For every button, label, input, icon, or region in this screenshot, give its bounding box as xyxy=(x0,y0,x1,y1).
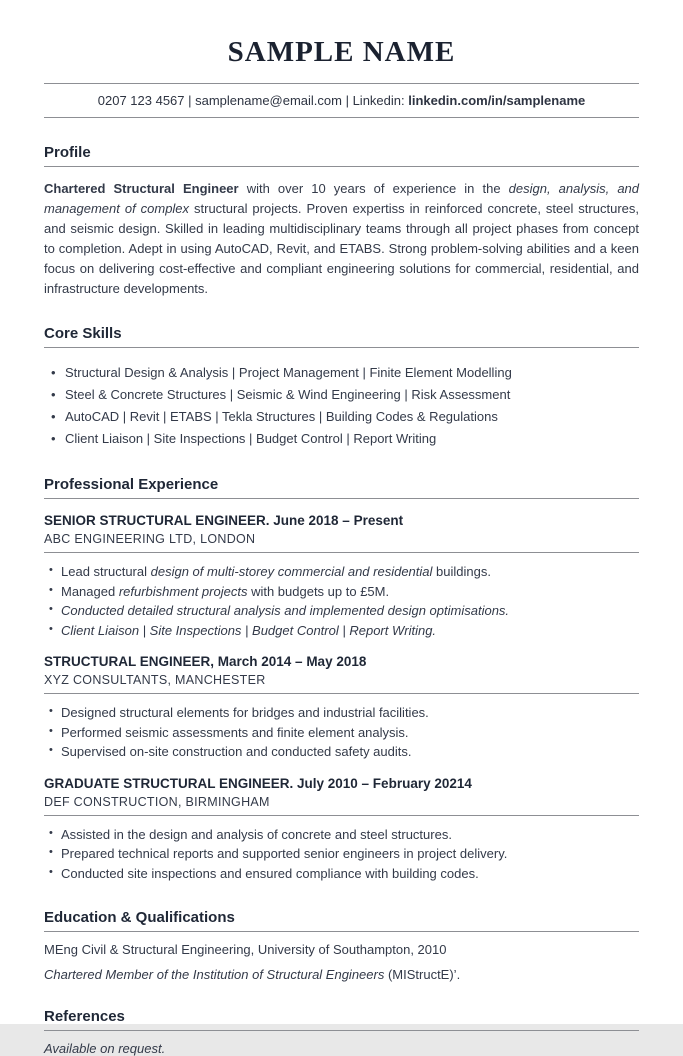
text-run: refurbishment projects xyxy=(118,583,248,599)
text-run: Available on request. xyxy=(44,1041,166,1056)
text-run: Conducted site inspections and ensured compliance with building codes. xyxy=(61,865,479,881)
job-entry-senior-structural-engineer xyxy=(44,513,639,640)
job-company: DEF CONSTRUCTION, BIRMINGHAM xyxy=(44,794,270,809)
section-experience xyxy=(44,476,639,883)
profile-paragraph xyxy=(44,179,639,299)
core-skills-heading: Core Skills xyxy=(44,325,122,342)
section-references xyxy=(44,1008,639,1056)
experience-heading: Professional Experience xyxy=(44,476,219,493)
references-heading: References xyxy=(44,1008,125,1025)
job-bullet xyxy=(44,864,639,884)
skill-item xyxy=(44,362,639,384)
job-bullet xyxy=(44,582,639,602)
text-run: Prepared technical reports and supported senior engineers in project delivery. xyxy=(61,846,508,861)
job-bullet-list xyxy=(44,825,639,884)
skill-text: Client Liaison | Site Inspections | Budget Control | Report Writing xyxy=(65,431,437,446)
job-bullet xyxy=(44,601,639,621)
job-bullet xyxy=(44,723,639,743)
job-bullet xyxy=(44,825,639,845)
contact-text: 0207 123 4567 | samplename@email.com | Linkedin: xyxy=(97,93,409,108)
job-company: ABC ENGINEERING LTD, LONDON xyxy=(44,532,256,546)
references-divider xyxy=(44,1030,639,1031)
text-run: Managed xyxy=(61,583,119,599)
text-run: Supervised on-site construction and conducted safety audits. xyxy=(61,744,412,759)
core-skills-list xyxy=(44,362,639,450)
job-company: XYZ CONSULTANTS, MANCHESTER xyxy=(44,673,266,687)
job-title: SENIOR STRUCTURAL ENGINEER. June 2018 – Present xyxy=(44,513,404,528)
job-bullet xyxy=(44,844,639,864)
text-run: Designed structural elements for bridges and industrial facilities. xyxy=(61,705,429,720)
skill-item xyxy=(44,406,639,428)
skill-text: Steel & Concrete Structures | Seismic & Wind Engineering | Risk Assessment xyxy=(65,387,511,402)
text-run: buildings. xyxy=(432,564,491,579)
job-bullet-list xyxy=(44,562,639,640)
text-run: Performed seismic assessments and finite element analysis. xyxy=(61,724,409,740)
section-core-skills xyxy=(44,325,639,450)
section-profile xyxy=(44,144,639,299)
skill-text: AutoCAD | Revit | ETABS | Tekla Structures | Building Codes & Regulations xyxy=(65,409,498,424)
job-divider xyxy=(44,815,639,816)
header-divider-top xyxy=(44,83,639,84)
contact-line xyxy=(44,93,639,108)
linkedin-url: linkedin.com/in/samplename xyxy=(408,93,586,108)
text-run: Chartered Structural Engineer xyxy=(44,181,239,196)
education-membership xyxy=(44,967,639,982)
profile-divider xyxy=(44,166,639,167)
text-run: with budgets up to £5M. xyxy=(247,583,390,599)
job-entry-graduate-structural-engineer xyxy=(44,776,639,884)
text-run: MEng Civil & Structural Engineering, University of Southampton, 2010 xyxy=(44,942,447,957)
education-degree xyxy=(44,942,639,957)
text-run: Lead structural xyxy=(61,564,151,579)
job-bullet xyxy=(44,742,639,762)
job-title: GRADUATE STRUCTURAL ENGINEER. July 2010 – February 20214 xyxy=(44,775,472,791)
text-run: Client Liaison | Site Inspections | Budget Control | Report Writing. xyxy=(61,622,437,638)
job-entry-structural-engineer xyxy=(44,654,639,762)
text-run: Conducted detailed structural analysis and implemented design optimisations. xyxy=(61,603,510,618)
experience-divider xyxy=(44,498,639,499)
header-divider-bottom xyxy=(44,117,639,118)
education-heading: Education & Qualifications xyxy=(44,909,235,926)
skill-item xyxy=(44,384,639,406)
text-run: structural projects. Proven expertiss in reinforced concrete, steel structures, and seismic design. Skilled in leading multidisciplinary teams through all project phases from concept to completion. Adept in using AutoCAD, Revit, and ETABS. Strong problem-solving abilities and a keen focus on delivering cost-effective and compliant engineering solutions for commercial, residential, and infrastructure developments. xyxy=(44,201,639,296)
job-bullet xyxy=(44,562,639,582)
job-bullet xyxy=(44,703,639,723)
references-text xyxy=(44,1041,639,1056)
core-skills-divider xyxy=(44,347,639,348)
header xyxy=(44,36,639,118)
text-run: Assisted in the design and analysis of concrete and steel structures. xyxy=(61,826,452,842)
profile-heading: Profile xyxy=(44,144,91,161)
text-run: design of multi-storey commercial and residential xyxy=(150,564,433,579)
job-bullet-list xyxy=(44,703,639,762)
education-divider xyxy=(44,931,639,932)
text-run: (MIStructE)’. xyxy=(387,967,461,982)
job-divider xyxy=(44,693,639,694)
section-education xyxy=(44,909,639,982)
text-run: design, analysis, and management of complex xyxy=(44,181,640,216)
text-run: Chartered Member of the Institution of Structural Engineers xyxy=(44,967,388,982)
skill-text: Structural Design & Analysis | Project Management | Finite Element Modelling xyxy=(65,365,512,380)
job-divider xyxy=(44,552,639,553)
job-bullet xyxy=(44,621,639,641)
text-run: with over 10 years of experience in the xyxy=(238,181,509,196)
skill-item xyxy=(44,428,639,450)
candidate-name: SAMPLE NAME xyxy=(227,36,456,68)
job-title: STRUCTURAL ENGINEER, March 2014 – May 2018 xyxy=(44,654,367,669)
